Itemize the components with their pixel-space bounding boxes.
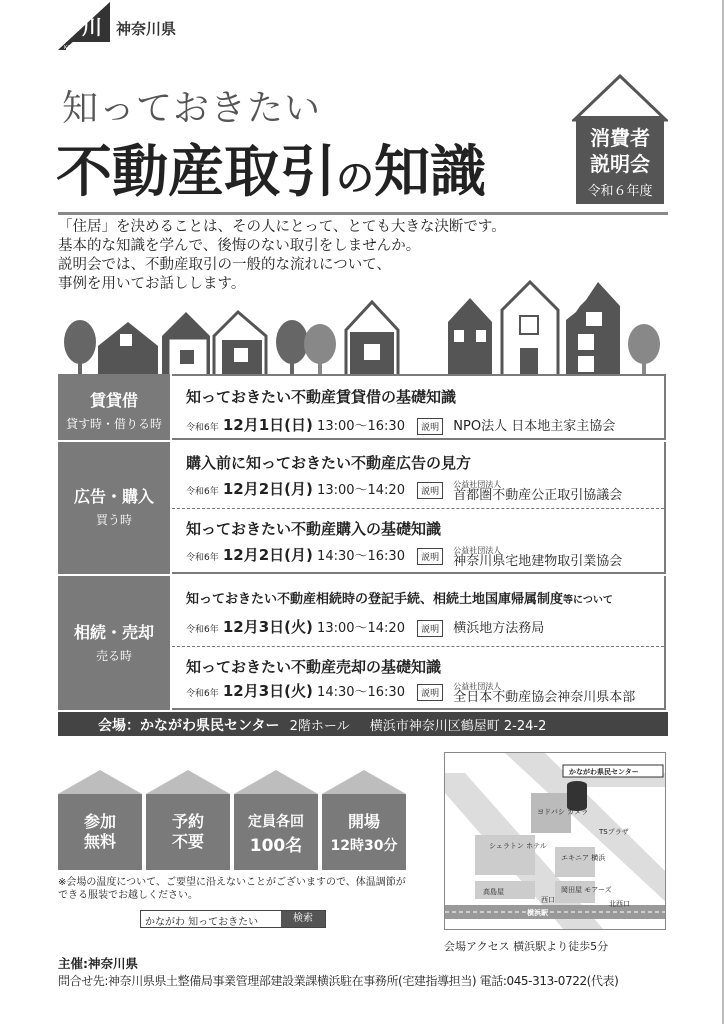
event-org-block xyxy=(453,682,635,704)
venue-address: 横浜市神奈川区鶴屋町 2-24-2 xyxy=(369,719,547,734)
title-particle: の xyxy=(336,156,375,200)
explainer-label: 説明 xyxy=(417,684,443,701)
explainer-label: 説明 xyxy=(417,620,443,637)
tag-capacity xyxy=(234,812,318,856)
map-label: TSプラザ xyxy=(599,828,629,836)
event-org: 全日本不動産協会神奈川県本部 xyxy=(453,689,636,705)
event-meta xyxy=(186,414,615,435)
tag-line1: 定員各回 xyxy=(248,814,304,830)
badge-line2: 説明会 xyxy=(590,152,650,176)
category-title: 相続・売却 xyxy=(73,623,154,642)
org-prefix: 公益社団法人 xyxy=(453,681,502,691)
event-time: 13:00〜14:20 xyxy=(317,621,405,636)
org-prefix: 公益社団法人 xyxy=(453,479,502,489)
category-sub: 売る時 xyxy=(95,649,132,663)
kanagawa-logo-icon xyxy=(58,2,110,50)
search-box[interactable] xyxy=(140,910,326,928)
access-info: 会場アクセス 横浜駅より徒歩5分 xyxy=(444,940,609,953)
event-org-block xyxy=(453,480,622,502)
event-table xyxy=(58,374,668,710)
event-org: 神奈川県宅地建物取引業協会 xyxy=(453,553,623,569)
map-label: 西口 xyxy=(541,896,555,904)
title-small: 知っておきたい xyxy=(62,88,322,129)
temperature-note: ※会場の温度について、ご要望に沿えないことがございますので、体温調節が できる服装でお越しください。 xyxy=(58,877,406,901)
tag-line2: 無料 xyxy=(83,832,116,851)
sponsor: 主催:神奈川県 xyxy=(58,956,138,971)
event-title: 知っておきたい不動産賃貸借の基礎知識 xyxy=(186,388,457,406)
event-date: 12月3日(火) xyxy=(222,618,313,636)
event-title: 知っておきたい不動産売却の基礎知識 xyxy=(186,658,442,676)
event-time: 13:00〜16:30 xyxy=(317,419,405,434)
map-label: ヨドバシ カメラ xyxy=(537,808,589,816)
page-title xyxy=(56,128,486,208)
venue-hall: 2階ホール xyxy=(289,719,350,734)
event-era: 令和6年 xyxy=(186,423,219,433)
tag-line2: 12時30分 xyxy=(330,838,398,854)
category-sub: 買う時 xyxy=(95,513,132,527)
title-part-2: 知識 xyxy=(374,140,487,205)
search-field[interactable]: かながわ 知っておきたい xyxy=(145,917,259,928)
event-meta xyxy=(186,680,635,704)
event-group xyxy=(172,442,666,574)
event-date: 12月1日(日) xyxy=(222,416,313,434)
event-meta xyxy=(186,616,544,637)
row-divider xyxy=(172,508,664,509)
event-date: 12月2日(月) xyxy=(222,546,313,564)
event-org: NPO法人 日本地主家主協会 xyxy=(453,419,616,434)
search-button[interactable]: 検索 xyxy=(281,911,325,927)
event-meta xyxy=(186,544,622,568)
map-label: エキニア 横浜 xyxy=(561,854,606,862)
category-ad-purchase xyxy=(58,442,170,574)
event-title: 知っておきたい不動産購入の基礎知識 xyxy=(186,520,442,538)
map-venue-label: かながわ県民センター xyxy=(569,768,639,776)
venue-map xyxy=(444,752,666,930)
map-label: シェラトン ホテル xyxy=(489,842,547,850)
tag-no-reservation xyxy=(146,812,230,852)
event-title xyxy=(186,588,613,607)
venue-bar xyxy=(58,712,668,736)
intro-text: 「住居」を決めることは、その人にとって、とても大きな決断です。 基本的な知識を学んで、後悔のない取引をしませんか。 説明会では、不動産取引の一般的な流れについて、 事例を用いてお話しします。 xyxy=(58,219,506,292)
tag-line1: 予約 xyxy=(171,812,204,831)
category-inherit-sale xyxy=(58,576,170,710)
category-sub: 貸す時・借りる時 xyxy=(65,417,162,431)
category-title: 賃貸借 xyxy=(89,391,138,410)
tag-line2: 不要 xyxy=(171,832,204,851)
event-group xyxy=(172,576,666,710)
venue-label: 会場：かながわ県民センター xyxy=(98,718,280,734)
event-row xyxy=(172,374,666,440)
tag-line1: 参加 xyxy=(83,812,116,831)
event-era: 令和6年 xyxy=(186,553,219,563)
event-time: 13:00〜14:20 xyxy=(317,483,405,498)
tag-line1: 開場 xyxy=(347,812,380,831)
map-label: 岡田屋 モアーズ xyxy=(561,886,612,894)
row-divider xyxy=(172,646,664,647)
event-date: 12月2日(月) xyxy=(222,480,313,498)
title-part-1: 不動産取引 xyxy=(56,140,336,205)
explainer-label: 説明 xyxy=(417,418,443,435)
header-divider xyxy=(58,212,668,215)
category-rental xyxy=(58,374,170,440)
logo-text: KANAGAWA xyxy=(64,45,93,50)
event-date: 12月3日(火) xyxy=(222,682,313,700)
event-era: 令和6年 xyxy=(186,487,219,497)
prefecture-name: 神奈川県 xyxy=(116,20,177,38)
event-title: 購入前に知っておきたい不動産広告の見方 xyxy=(186,454,472,472)
org-prefix: 公益社団法人 xyxy=(453,545,502,555)
event-era: 令和6年 xyxy=(186,625,219,635)
event-meta xyxy=(186,478,622,502)
badge-line1: 消費者 xyxy=(590,126,650,150)
category-title: 広告・購入 xyxy=(73,487,154,506)
event-title-main: 知っておきたい不動産相続時の登記手続、相続土地国庫帰属制度 xyxy=(186,592,564,607)
event-title-suffix: 等について xyxy=(563,595,613,606)
event-era: 令和6年 xyxy=(186,689,219,699)
event-org: 横浜地方法務局 xyxy=(453,621,545,636)
map-station-label: 横浜駅 xyxy=(527,909,548,917)
event-org: 首都圏不動産公正取引協議会 xyxy=(453,487,623,503)
event-time: 14:30〜16:30 xyxy=(317,549,405,564)
svg-text:川: 川 xyxy=(82,15,102,39)
map-label: 北西口 xyxy=(609,900,630,908)
tag-doors-open xyxy=(322,812,406,856)
badge-year: 令和６年度 xyxy=(587,184,653,199)
event-time: 14:30〜16:30 xyxy=(317,685,405,700)
map-drawing xyxy=(445,753,666,930)
town-skyline-illustration xyxy=(58,276,668,376)
explainer-label: 説明 xyxy=(417,548,443,565)
contact-info: 問合せ先:神奈川県県土整備局事業管理部建設業課横浜駐在事務所(宅建指導担当) 電話:045-313-0722(代表) xyxy=(58,974,619,988)
explainer-label: 説明 xyxy=(417,482,443,499)
map-label: 高島屋 xyxy=(483,888,504,896)
tag-free xyxy=(58,812,142,852)
event-org-block xyxy=(453,546,622,568)
tag-line2: 100名 xyxy=(249,836,303,856)
